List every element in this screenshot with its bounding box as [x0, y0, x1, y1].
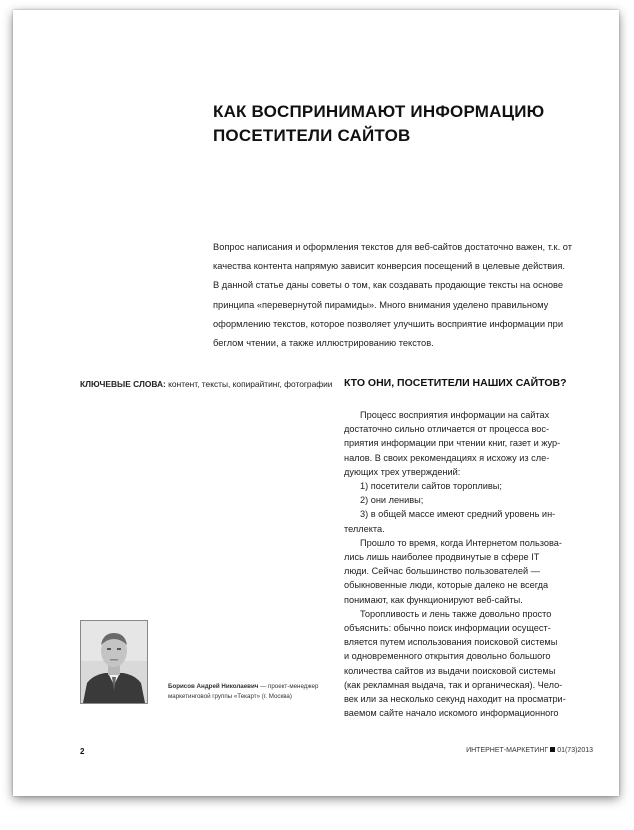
- keywords-label: КЛЮЧЕВЫЕ СЛОВА:: [80, 379, 166, 389]
- body-line: и одновременного открытия довольно большого: [344, 651, 551, 662]
- journal-issue: 01(73)2013: [557, 747, 593, 754]
- body-line: теллекта.: [344, 523, 385, 534]
- author-role: — проект-менеджер: [258, 683, 319, 690]
- author-portrait-icon: [81, 621, 147, 703]
- body-line: налов. В своих рекомендациях я исхожу из сле-: [344, 452, 550, 463]
- article-body: [344, 408, 590, 720]
- lead-line: принципа «перевернутой пирамиды». Много внимания уделено правильному: [213, 299, 549, 310]
- author-name: Борисов Андрей Николаевич: [168, 683, 259, 690]
- author-caption: [168, 682, 338, 702]
- article-lead: [213, 238, 593, 353]
- lead-line: качества контента напрямую зависит конверсия посещений в целевые действия.: [213, 261, 565, 272]
- body-line: век или за несколько секунд находит на просматри-: [344, 694, 566, 705]
- body-line: (как рекламная выдача, так и органическая). Чело-: [344, 679, 563, 690]
- section-heading: КТО ОНИ, ПОСЕТИТЕЛИ НАШИХ САЙТОВ?: [344, 377, 567, 389]
- keywords-text: контент, тексты, копирайтинг, фотографии: [165, 379, 333, 389]
- journal-name: ИНТЕРНЕТ-МАРКЕТИНГ: [466, 747, 549, 754]
- journal-footer: [453, 747, 593, 754]
- body-line: Прошло то время, когда Интернетом пользова-: [360, 537, 562, 548]
- lead-line: В данной статье даны советы о том, как создавать продающие тексты на основе: [213, 280, 564, 291]
- body-line: обыкновенные люди, которые далеко не всегда: [344, 580, 549, 591]
- body-line: количества сайтов из выдачи поисковой системы: [344, 665, 556, 676]
- lead-line: беглом чтении, а также иллюстрированию текстов.: [213, 338, 434, 349]
- article-title: [213, 100, 593, 148]
- author-affiliation: маркетинговой группы «Текарт» (г. Москва): [168, 693, 292, 700]
- page-number: 2: [80, 747, 85, 756]
- body-line: Торопливость и лень также довольно просто: [360, 608, 552, 619]
- lead-line: оформлению текстов, которое позволяет улучшить восприятие информации при: [213, 318, 564, 329]
- square-bullet-icon: [550, 747, 555, 752]
- body-line: 3) в общей массе имеют средний уровень ин-: [360, 509, 556, 520]
- lead-line: Вопрос написания и оформления текстов для веб-сайтов достаточно важен, т.к. от: [213, 242, 572, 252]
- magazine-page: [13, 10, 619, 796]
- body-line: 2) они ленивы;: [360, 495, 424, 506]
- body-line: Процесс восприятия информации на сайтах: [360, 410, 550, 420]
- body-line: объяснить: обычно поиск информации осущест-: [344, 623, 551, 634]
- body-line: лись лишь наиболее продвинутые в сфере IT: [344, 552, 540, 563]
- title-line-1: КАК ВОСПРИНИМАЮТ ИНФОРМАЦИЮ: [213, 102, 545, 121]
- body-line: приятия информации при чтении книг, газет и жур-: [344, 438, 561, 449]
- body-line: 1) посетители сайтов торопливы;: [360, 481, 502, 492]
- body-line: дующих трех утверждений:: [344, 466, 461, 477]
- body-line: вляется путем использования поисковой системы: [344, 637, 558, 648]
- body-line: понимают, как функционируют веб-сайты.: [344, 594, 523, 605]
- title-line-2: ПОСЕТИТЕЛИ САЙТОВ: [213, 126, 411, 145]
- author-photo: [80, 620, 148, 704]
- body-line: достаточно сильно отличается от процесса вос-: [344, 424, 550, 435]
- body-line: люди. Сейчас большинство пользователей —: [344, 566, 540, 577]
- keywords: [80, 379, 340, 389]
- body-line: ваемом сайте начало искомого информационного: [344, 708, 559, 719]
